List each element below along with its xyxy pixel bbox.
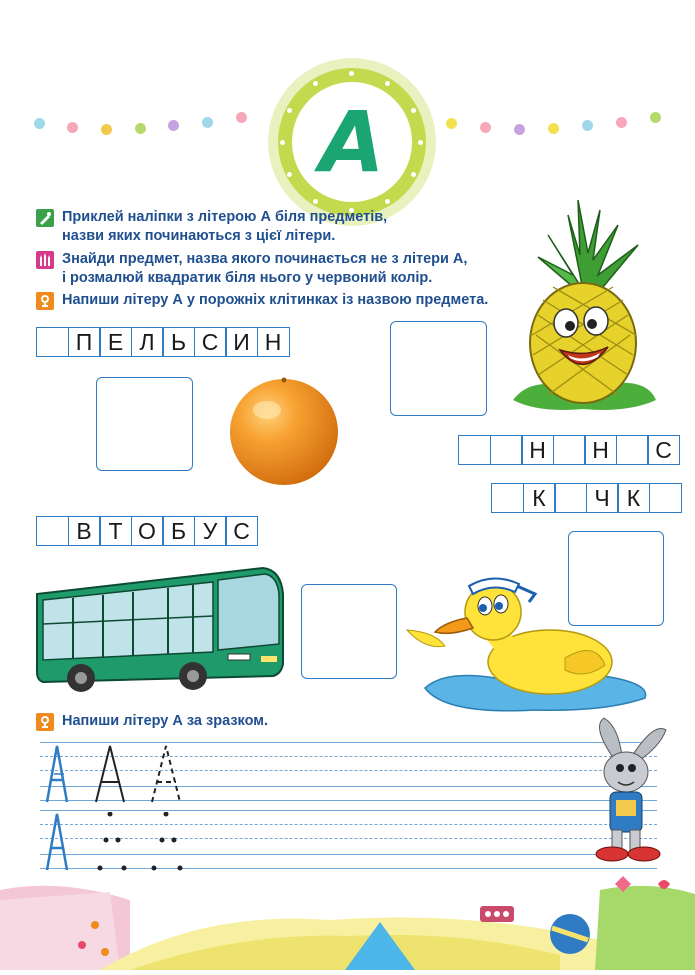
letter-cell: У [194, 516, 227, 546]
page-letter: А [319, 93, 385, 191]
letter-cell: Л [131, 327, 164, 357]
instruction-text-line2: назви яких починаються з цієї літери. [62, 228, 336, 244]
letter-cell: Б [162, 516, 195, 546]
duck-image [405, 570, 655, 718]
letter-cell: С [225, 516, 258, 546]
sticker-icon [36, 209, 54, 227]
bottom-decoration [0, 870, 695, 970]
instruction-text-line2: і розмалюй квадратик біля нього у червоний колір. [62, 270, 433, 286]
sample-letters-row2 [44, 812, 194, 872]
sticker-square-bus[interactable] [301, 584, 397, 679]
word-pineapple-row1 [458, 435, 680, 465]
letter-cell-empty[interactable] [649, 483, 682, 513]
instruction-text: Напиши літеру А за зразком. [62, 713, 269, 729]
letter-cell: С [194, 327, 227, 357]
pencil-icon [36, 292, 54, 310]
pencil-icon [36, 713, 54, 731]
letter-cell-empty[interactable] [490, 435, 523, 465]
instruction-text: Напиши літеру А у порожніх клітинках із назвою предмета. [62, 292, 489, 308]
letter-cell: Н [521, 435, 554, 465]
letter-cell: К [523, 483, 556, 513]
letter-cell-empty[interactable] [458, 435, 491, 465]
instruction-text: Знайди предмет, назва якого починається не з літери А, [62, 251, 468, 267]
letter-cell: Е [99, 327, 132, 357]
instruction-text: Приклей наліпки з літерою А біля предметів, [62, 209, 388, 225]
letter-cell: К [617, 483, 650, 513]
word-pineapple-row2 [491, 483, 682, 513]
pineapple-image [508, 195, 658, 420]
letter-cell: Н [257, 327, 290, 357]
letter-cell-empty[interactable] [36, 327, 69, 357]
letter-cell: Ч [586, 483, 619, 513]
letter-cell: Ь [162, 327, 195, 357]
sticker-square-orange[interactable] [96, 377, 193, 471]
letter-cell: И [225, 327, 258, 357]
letter-cell: П [68, 327, 101, 357]
bus-image [33, 564, 285, 694]
letter-badge [268, 58, 436, 226]
word-orange [36, 327, 290, 357]
letter-cell-empty[interactable] [36, 516, 69, 546]
sample-letters-row1 [44, 744, 194, 804]
letter-cell: Т [99, 516, 132, 546]
orange-image [229, 375, 340, 487]
letter-cell-empty[interactable] [553, 435, 586, 465]
letter-cell-empty[interactable] [554, 483, 587, 513]
bunny-image [592, 716, 670, 866]
letter-cell: О [131, 516, 164, 546]
letter-cell-empty[interactable] [491, 483, 524, 513]
letter-cell: В [68, 516, 101, 546]
letter-cell-empty[interactable] [616, 435, 649, 465]
crayon-icon [36, 251, 54, 269]
word-bus [36, 516, 258, 546]
letter-cell: Н [584, 435, 617, 465]
letter-cell: С [647, 435, 680, 465]
sticker-square-pineapple[interactable] [390, 321, 487, 416]
